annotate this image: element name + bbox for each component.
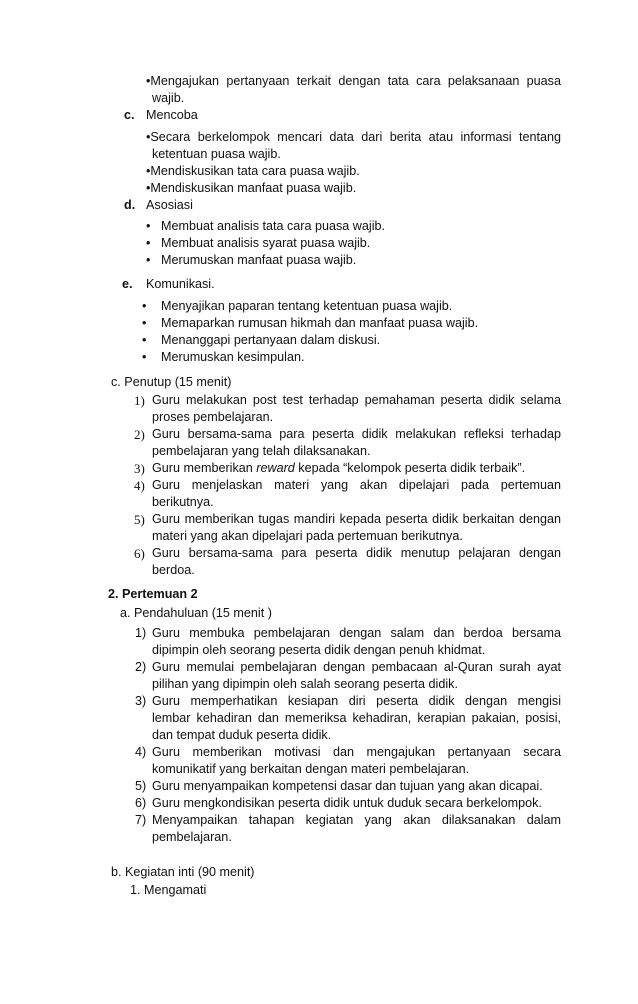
bullet-glyph: • [142, 350, 147, 364]
section-marker: e. [122, 277, 133, 291]
list-item: •Mengajukan pertanyaan terkait dengan tata cara pelaksanaan puasa [146, 74, 561, 88]
list-item-continuation: berdoa. [152, 563, 195, 577]
list-item: •Mendiskusikan manfaat puasa wajib. [146, 181, 357, 195]
item-number: 3) [134, 461, 145, 476]
list-item-continuation: proses pembelajaran. [152, 410, 274, 424]
list-item-continuation: pembelajaran. [152, 830, 232, 844]
list-item: Menanggapi pertanyaan dalam diskusi. [161, 333, 381, 347]
item-number: 6) [135, 796, 147, 810]
list-item: Guru memberikan tugas mandiri kepada peserta didik berkaitan dengan [152, 512, 561, 526]
item-number: 5) [135, 779, 147, 793]
bullet-glyph: • [142, 316, 147, 330]
list-item: Memaparkan rumusan hikmah dan manfaat puasa wajib. [161, 316, 479, 330]
bullet-glyph: • [142, 333, 147, 347]
item-number: 2) [135, 660, 147, 674]
section-title: Komunikasi. [146, 277, 215, 291]
item-number: 4) [135, 745, 147, 759]
section-title: b. Kegiatan inti (90 menit) [111, 865, 255, 879]
item-number: 2) [134, 427, 145, 442]
item-number: 3) [135, 694, 147, 708]
list-item: Menyajikan paparan tentang ketentuan puasa wajib. [161, 299, 453, 313]
list-item: Merumuskan kesimpulan. [161, 350, 305, 364]
list-item: •Secara berkelompok mencari data dari berita atau informasi tentang [146, 130, 561, 144]
bullet-glyph: • [146, 236, 151, 250]
section-title: a. Pendahuluan (15 menit ) [120, 606, 272, 620]
list-item-continuation: pembelajaran yang telah dilaksanakan. [152, 444, 371, 458]
list-item: Membuat analisis tata cara puasa wajib. [161, 219, 386, 233]
section-heading: 2. Pertemuan 2 [108, 587, 198, 601]
list-item-continuation: wajib. [152, 91, 185, 105]
list-item: Guru memulai pembelajaran dengan pembacaan al-Quran surah ayat [152, 660, 561, 674]
section-title: Mencoba [146, 108, 198, 122]
list-item: Guru bersama-sama para peserta didik menutup pelajaran dengan [152, 546, 561, 560]
list-item [152, 460, 525, 477]
list-item: Guru membuka pembelajaran dengan salam dan berdoa bersama [152, 626, 561, 640]
list-item: Guru bersama-sama para peserta didik melakukan refleksi terhadap [152, 427, 561, 441]
list-item-continuation: berikutnya. [152, 495, 214, 509]
item-number: 1) [134, 393, 145, 408]
section-title: Asosiasi [146, 198, 193, 212]
list-item: Merumuskan manfaat puasa wajib. [161, 253, 357, 267]
text-run: kepada “kelompok peserta didik terbaik”. [294, 461, 526, 475]
section-marker: c. [124, 108, 135, 122]
list-item: Guru mengkondisikan peserta didik untuk duduk secara berkelompok. [152, 796, 542, 810]
list-item-continuation: lembar kehadiran dan memeriksa kehadiran, kerapian pakaian, posisi, [152, 711, 561, 725]
list-item: Guru memberikan motivasi dan mengajukan pertanyaan secara [152, 745, 561, 759]
list-item-continuation: komunikatif yang berkaitan dengan materi pembelajaran. [152, 762, 470, 776]
list-item: •Mendiskusikan tata cara puasa wajib. [146, 164, 360, 178]
list-item-continuation: pilihan yang dipimpin oleh salah seorang peserta didik. [152, 677, 458, 691]
list-item: Menyampaikan tahapan kegiatan yang akan dilaksanakan dalam [152, 813, 561, 827]
item-number: 6) [134, 546, 145, 561]
bullet-glyph: • [146, 219, 151, 233]
item-number: 1) [135, 626, 147, 640]
list-item: Guru melakukan post test terhadap pemahaman peserta didik selama [152, 393, 561, 407]
list-item: Membuat analisis syarat puasa wajib. [161, 236, 371, 250]
list-item-continuation: dan tempat duduk peserta didik. [152, 728, 332, 742]
list-item: Guru menjelaskan materi yang akan dipelajari pada pertemuan [152, 478, 561, 492]
list-item: Guru menyampaikan kompetensi dasar dan tujuan yang akan dicapai. [152, 779, 543, 793]
emphasis-text: reward [256, 461, 295, 475]
list-item-continuation: materi yang akan dipelajari pada pertemuan berikutnya. [152, 529, 463, 543]
bullet-glyph: • [146, 253, 151, 267]
section-marker: d. [124, 198, 136, 212]
list-item: 1. Mengamati [130, 883, 207, 897]
item-number: 4) [134, 478, 145, 493]
list-item: Guru memperhatikan kesiapan diri peserta didik dengan mengisi [152, 694, 561, 708]
bullet-glyph: • [142, 299, 147, 313]
item-number: 5) [134, 512, 145, 527]
text-run: Guru memberikan [152, 461, 257, 475]
list-item-continuation: dipimpin oleh seorang peserta didik dengan penuh khidmat. [152, 643, 486, 657]
item-number: 7) [135, 813, 147, 827]
list-item-continuation: ketentuan puasa wajib. [152, 147, 281, 161]
section-title: c. Penutup (15 menit) [111, 375, 232, 389]
